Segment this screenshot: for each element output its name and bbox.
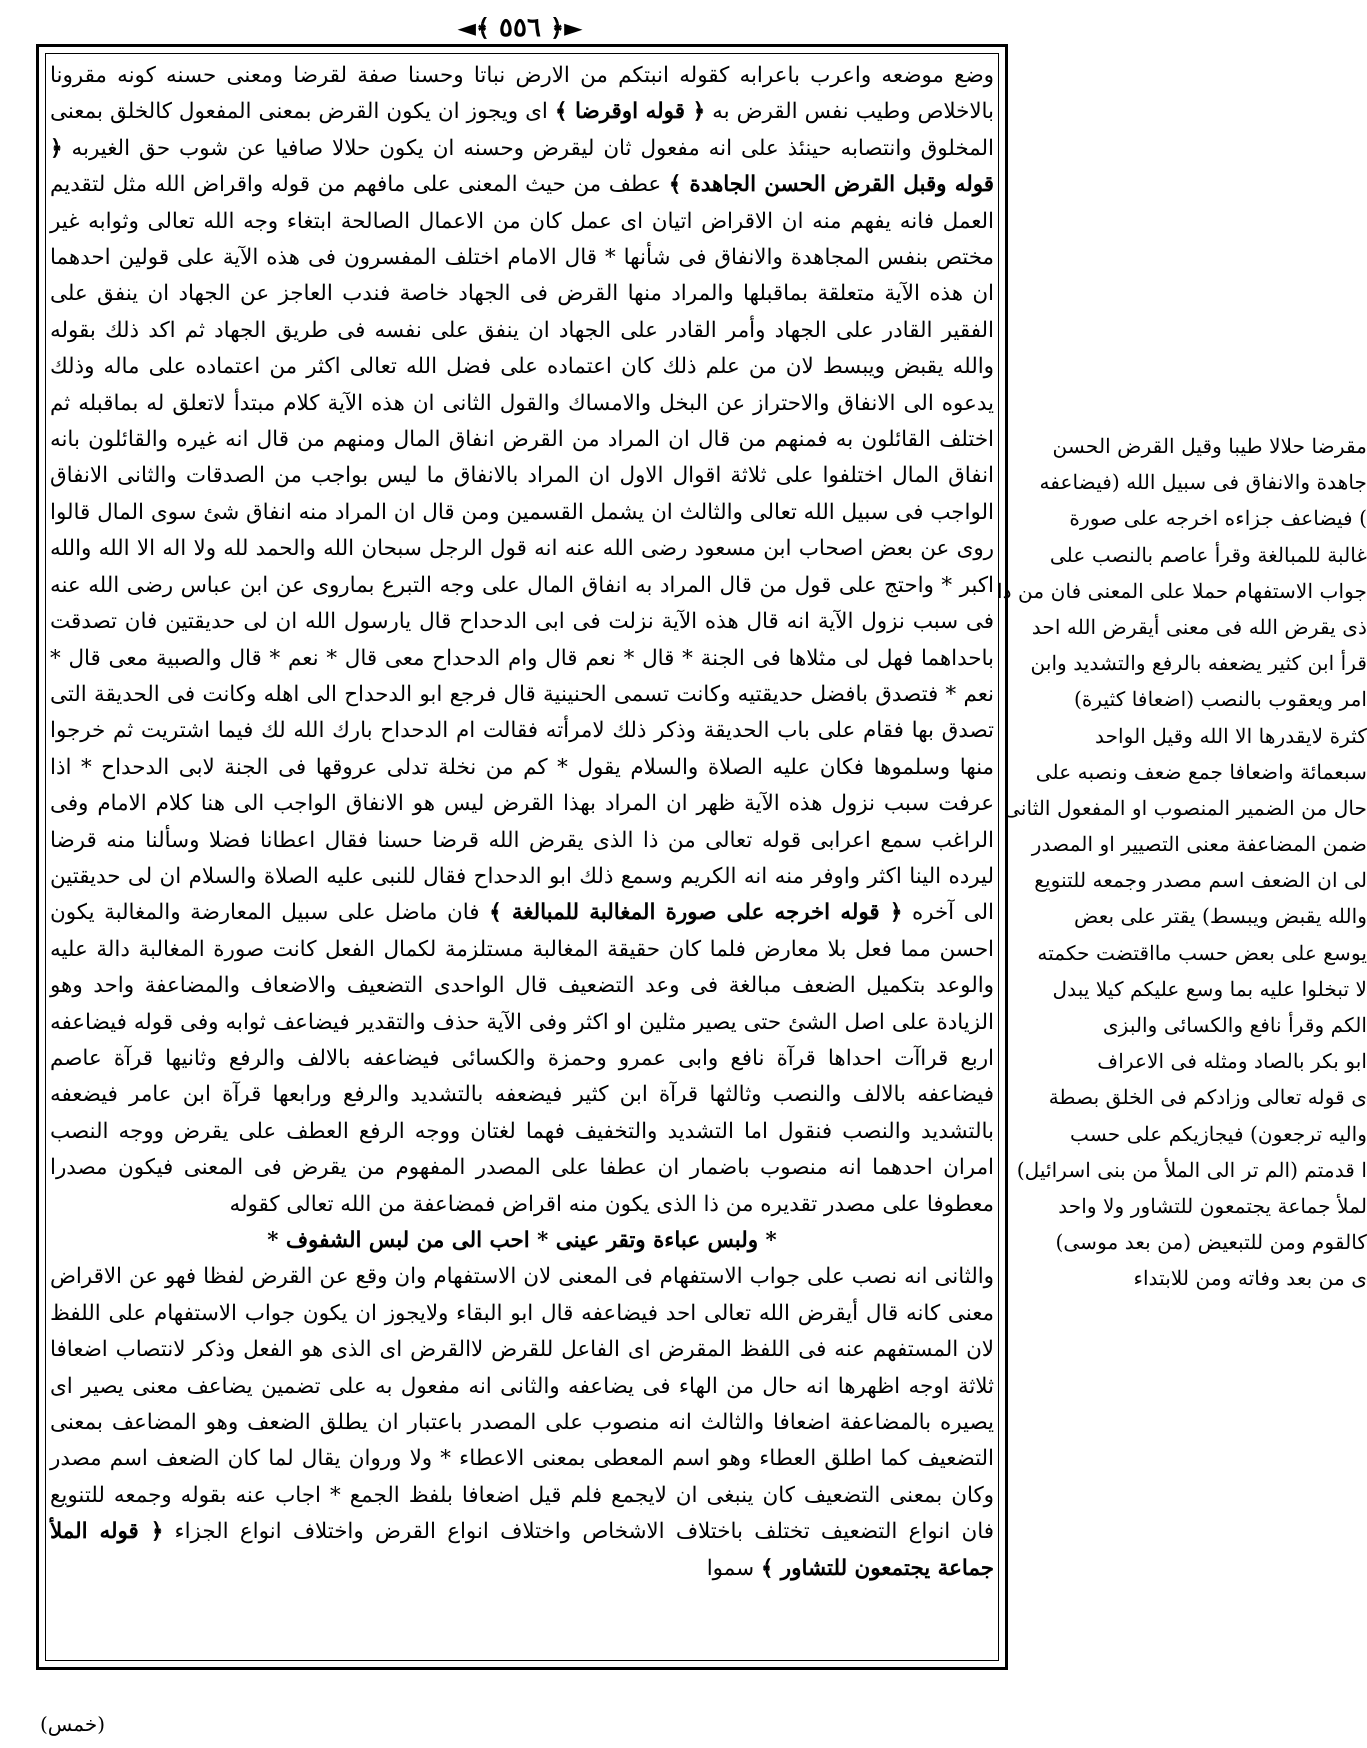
margin-line: جاهدة والانفاق فى سبيل الله (فيضاعفه	[1039, 470, 1367, 495]
margin-line: ى من بعد وفاته ومن للابتداء	[1133, 1266, 1367, 1291]
paragraph-2-text: اى ويجوز ان يكون القرض بمعنى المفعول كالخلق بمعنى المخلوق وانتصابه حينئذ على انه مفعول ثان ليقرض وحسنه ان يكون حلالا صافيا عن شوب حق الغيربه	[50, 99, 994, 161]
marker-qawluhu-wa-qila: ﴿ قوله وقبل القرض الحسن الجاهدة ﴾	[50, 135, 994, 198]
margin-line: غالبة للمبالغة وقرأ عاصم بالنصب على	[1049, 542, 1367, 567]
margin-line: ابو بكر بالصاد ومثله فى الاعراف	[1097, 1049, 1367, 1074]
main-paragraph-1	[50, 58, 994, 1223]
paragraph-4-text: فان ماضل على سبيل المعارضة والمغالبة يكون احسن مما فعل بلا معارض فلما كان حقيقة المغالبة مستلزمة لكمال الفعل كانت صورة المغالبة دالة عليه والوعد بتكميل الضعف مبالغة فى وعد التضعيف قال الواحدى التضعيف والاضعاف والمضاعفة واحد وهو الزيادة على اصل الشئ حتى يصير مثلين او اكثر وفى الآية حذف والتقدير فيضاعف ثوابه وفى قوله فيضاعفه اربع قراآت احداها قرآة نافع وابى عمرو وحمزة والكسائى فيضاعفه بالالف والرفع وثانيها قرآة عاصم فيضاعفه بالالف والنصب وثالثها قرآة ابن كثير فيضعفه بالتشديد والرفع ورابعها قرآة ابن عامر فيضعفه بالتشديد والنصب فنقول اما التشديد والتخفيف فهما لغتان ووجه الرفع العطف على يقرض ووجه النصب امران احدهما انه منصوب باضمار ان عطفا على المصدر المفهوم من يقرض فى المعنى فيكون مصدرا معطوفا على مصدر تقديره من ذا الذى يكون منه اقراض فمضاعفة من الله تعالى كقوله	[50, 900, 994, 1217]
marker-qawluhu-al-mala: ﴿ قوله الملأ جماعة يجتمعون للتشاور ﴾	[50, 1519, 994, 1581]
margin-line: واليه ترجعون) فيجازيكم على حسب	[1070, 1121, 1367, 1146]
poetry-verse: * ولبس عباءة وتقر عينى * احب الى من لبس الشفوف *	[267, 1228, 777, 1253]
page-number: ٥٥٦	[499, 13, 541, 43]
margin-line: لا تبخلوا عليه بما وسع عليكم كيلا يبدل	[1052, 976, 1367, 1001]
margin-line: كالقوم ومن للتبعيض (من بعد موسى)	[1055, 1230, 1367, 1255]
margin-line: سبعمائة واضعافا جمع ضعف ونصبه على	[1035, 759, 1367, 784]
paragraph-6-text: سموا	[706, 1555, 754, 1581]
margin-line: قرأ ابن كثير يضعفه بالرفع والتشديد وابن	[1030, 651, 1367, 676]
main-paragraph-2	[50, 1259, 994, 1587]
margin-line: لى ان الضعف اسم مصدر وجمعه للتنويع	[1034, 868, 1367, 893]
main-text-column	[50, 58, 994, 1658]
marker-qawluhu-aw-qardan: ﴿ قوله اوقرضا ﴾	[554, 99, 706, 125]
ornament-right: ﴿►	[550, 13, 583, 42]
paragraph-3-text: عطف من حيث المعنى على مافهم من قوله واقراض الله مثل لتقديم العمل فانه يفهم منه ان الاقراض اتيان اى عمل كان من الاعمال الصالحة ابتغاء وجه الله تعالى وثوابه غير مختص بنفس المجاهدة والانفاق فى شأنها * قال الامام اختلف المفسرون فى هذه الآية على قولين احدهما ان هذه الآية متعلقة بماقبلها والمراد منها القرض فى الجهاد خاصة فندب العاجز عن الجهاد ان ينفق على الفقير القادر على الجهاد وأمر القادر على الجهاد ان ينفق على نفسه فى طريق الجهاد ثم اكد ذلك بقوله والله يقبض ويبسط لان من علم ذلك كان اعتماده على فضل الله تعالى اكثر من اعتماده على ماله وذلك يدعوه الى الانفاق والاحتراز عن البخل والامساك والقول الثانى ان هذه الآية كلام مبتدأ لاتعلق له بماقبله ثم اختلف القائلون به فمنهم من قال ان المراد من القرض انفاق المال ومنهم من قال انه غيره والقائلون بانه انفاق المال اختلفوا على ثلاثة اقوال الاول ان المراد بالانفاق ما ليس بواجب من الصدقات والثانى الانفاق الواجب فى سبيل الله تعالى والثالث ان يشمل القسمين ومن قال ان المراد منه انفاق شئ سوى المال قالوا روى عن بعض اصحاب ابن مسعود رضى الله عنه انه قول الرجل سبحان الله والحمد لله ولا اله الا الله والله اكبر * واحتج على قول من قال المراد به انفاق المال على وجه التبرع بماروى عن ابن عباس رضى الله عنه فى سبب نزول الآية انه قال هذه الآية نزلت فى ابى الدحداح قال يارسول الله ان لى حديقتين فان تصدقت باحداهما فهل لى مثلاها فى الجنة * قال * نعم قال وام الدحداح معى قال * نعم * قال والصبية معى قال * نعم * فتصدق بافضل حديقتيه وكانت تسمى الحنينية قال فرجع ابو الدحداح الى اهله وكانت فى الحديقة التى تصدق بها فقام على باب الحديقة وذكر ذلك لامرأته فقالت ام الدحداح بارك الله لك فيما اشتريت ثم خرجوا منها وسلموها فكان عليه الصلاة والسلام يقول * كم من نخلة تدلى عروقها فى الجنة لابى الدحداح * اذا عرفت سبب نزول هذه الآية ظهر ان المراد بهذا القرض ليس هو الانفاق الواجب الى هنا كلام الامام وفى الراغب سمع اعرابى قوله تعالى من ذا الذى يقرض الله قرضا حسنا فقال اعطانا فضلا وسألنا منه قرضا ليرده الينا اكثر واوفر منه انه الكريم وسمع ذلك ابو الدحداح فقال للنبى عليه الصلاة والسلام ان لى حديقتين الى آخره	[50, 172, 994, 926]
margin-line: لملأ جماعة يجتمعون للتشاور ولا واحد	[1058, 1193, 1367, 1218]
margin-line: مقرضا حلالا طيبا وقيل القرض الحسن	[1052, 434, 1367, 458]
paragraph-1-text: وضع موضعه واعرب باعرابه كقوله انبتكم من الارض نباتا وحسنا صفة لقرضا ومعنى حسنه كونه مقرونا بالاخلاص وطيب نفس القرض به	[50, 63, 994, 125]
margin-line: امر ويعقوب بالنصب (اضعافا كثيرة)	[1073, 687, 1367, 712]
margin-line: جواب الاستفهام حملا على المعنى فان من ذا	[997, 578, 1367, 603]
margin-line: ذى يقرض الله فى معنى أيقرض الله احد	[1031, 614, 1367, 639]
catchword: (خمس)	[40, 1712, 106, 1736]
margin-commentary	[997, 428, 1367, 1291]
margin-line: والله يقبض ويبسط) يقتر على بعض	[1074, 904, 1367, 929]
ornament-left: ◄﴾	[457, 13, 490, 42]
margin-line: الكم وقرأ نافع والكسائى والبزى	[1102, 1013, 1367, 1037]
margin-line: ا قدمتم (الم تر الى الملأ من بنى اسرائيل)	[1016, 1157, 1367, 1182]
marker-qawluhu-akhrajahu: ﴿ قوله اخرجه على صورة المغالبة للمبالغة ﴾	[489, 900, 903, 926]
page-header	[410, 8, 630, 48]
margin-line: حال من الضمير المنصوب او المفعول الثانى	[1004, 795, 1367, 820]
margin-line: ضمن المضاعفة معنى التصيير او المصدر	[1031, 832, 1367, 857]
margin-line: ى قوله تعالى وزادكم فى الخلق بصطة	[1048, 1085, 1367, 1110]
margin-line: ) فيضاعف جزاءه اخرجه على صورة	[1069, 506, 1367, 531]
margin-line: كثرة لايقدرها الا الله وقيل الواحد	[1094, 723, 1367, 748]
margin-line: يوسع على بعض حسب مااقتضت حكمته	[1037, 940, 1367, 965]
paragraph-5-text: والثانى انه نصب على جواب الاستفهام فى المعنى لان الاستفهام وان وقع عن القرض لفظا فهو عن الاقراض معنى كانه قال أيقرض الله تعالى احد فيضاعفه قال ابو البقاء ولايجوز ان يكون جواب الاستفهام على اللفظ لان المستفهم عنه فى اللفظ المقرض اى الفاعل للقرض لاالقرض اى الذى هو الفعل وذكر لانتصاب اضعافا ثلاثة اوجه اظهرها انه حال من الهاء فى يضاعفه والثانى انه مفعول به على تضمين يضاعف معنى يصير اى يصيره بالمضاعفة اضعافا والثالث انه منصوب على المصدر باعتبار ان يطلق الضعف وهو المضاعف بمعنى التضعيف كما اطلق العطاء وهو اسم المعطى بمعنى الاعطاء * ولا وروان يقال لما كان الضعف اسم مصدر وكان بمعنى التضعيف كان ينبغى ان لايجمع فلم قيل اضعافا بلفظ الجمع * اجاب عنه بقوله وجمعه للتنويع فان انواع التضعيف تختلف باختلاف الاشخاص واختلاف انواع القرض واختلاف انواع الجزاء	[50, 1264, 994, 1545]
